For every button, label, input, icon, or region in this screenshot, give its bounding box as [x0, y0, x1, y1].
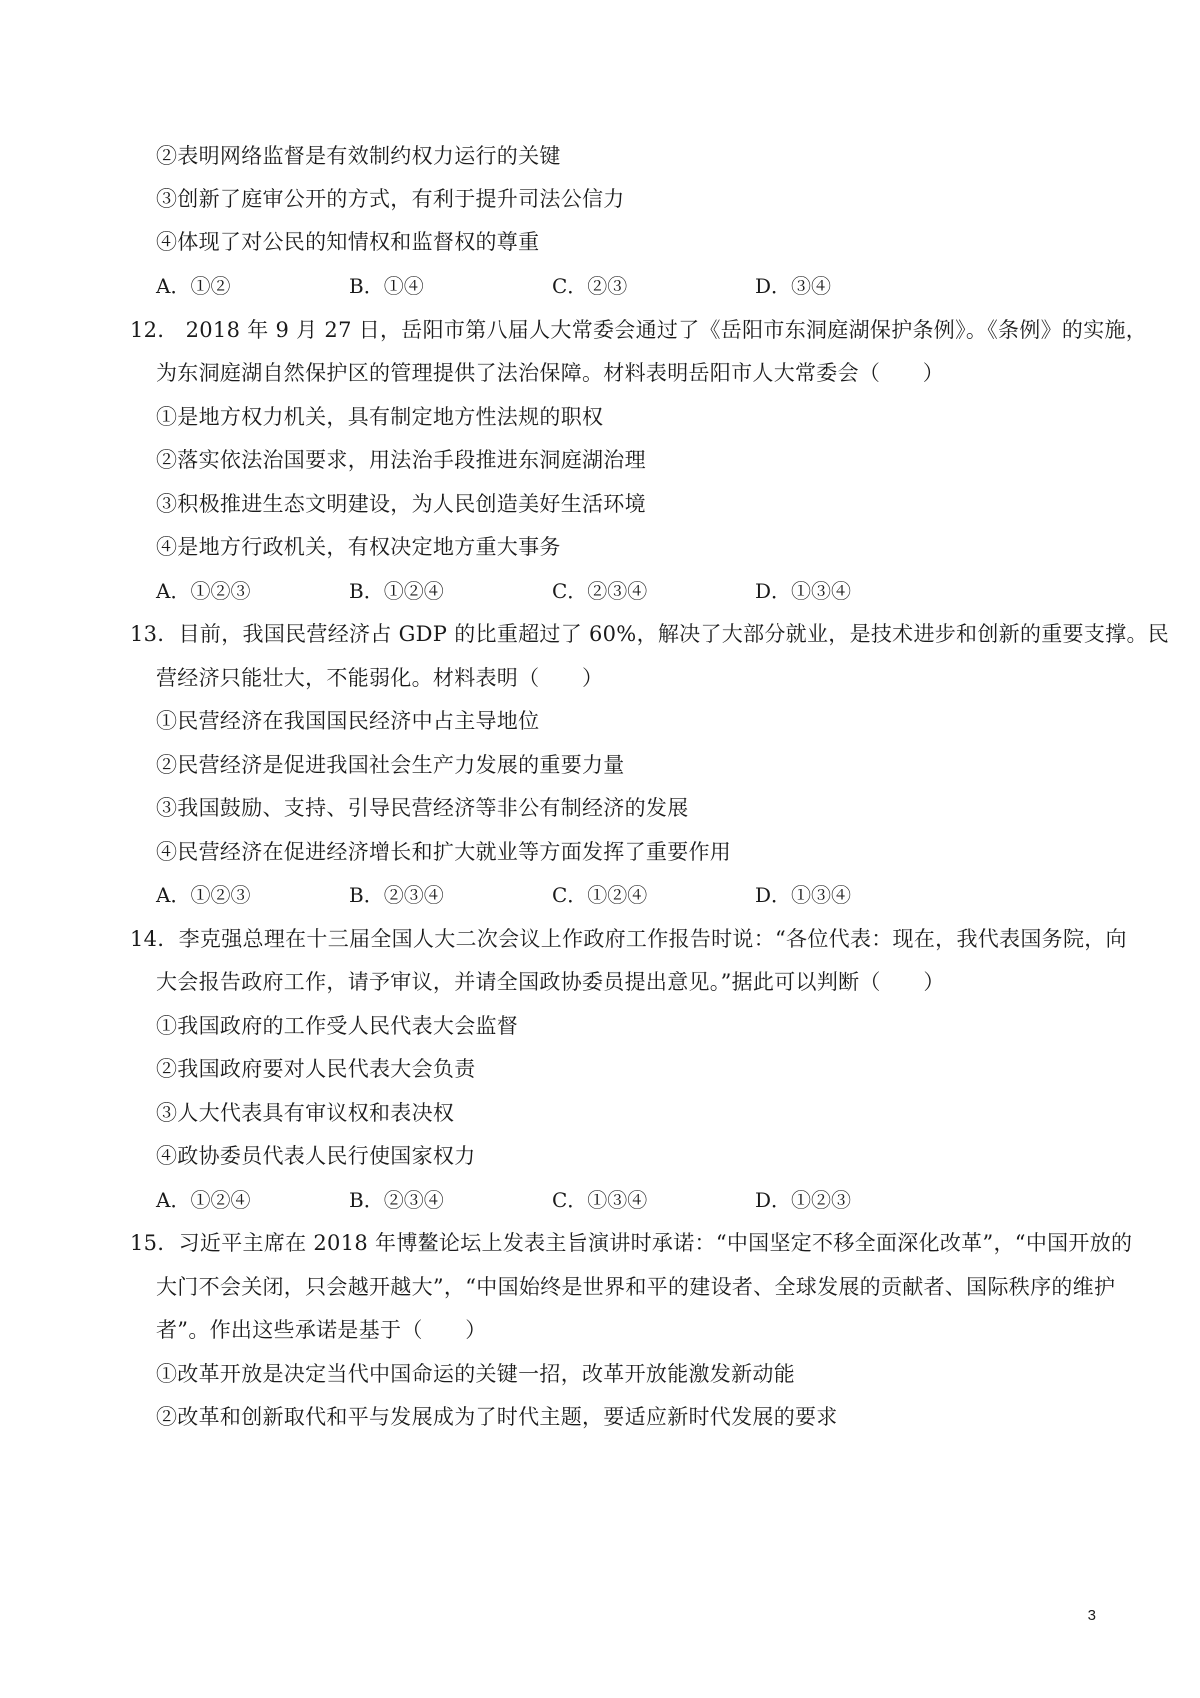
q14-option-3: ③人大代表具有审议权和表决权 — [156, 1101, 455, 1125]
q11-option-2: ②表明网络监督是有效制约权力运行的关键 — [156, 144, 561, 168]
q14-option-1: ①我国政府的工作受人民代表大会监督 — [156, 1014, 519, 1038]
q14-option-2: ②我国政府要对人民代表大会负责 — [156, 1057, 476, 1081]
q13-stem-line-1: 13．目前，我国民营经济占 GDP 的比重超过了 60%，解决了大部分就业，是技术进步和创新的重要支撑。民 — [130, 622, 1170, 646]
q13-choices — [156, 881, 1056, 909]
q13-option-4: ④民营经济在促进经济增长和扩大就业等方面发挥了重要作用 — [156, 840, 732, 864]
q13-choice-d: D．①③④ — [755, 883, 852, 907]
q14-choice-d: D．①②③ — [755, 1188, 852, 1212]
q12-option-2: ②落实依法治国要求，用法治手段推进东洞庭湖治理 — [156, 448, 646, 472]
q12-option-4: ④是地方行政机关，有权决定地方重大事务 — [156, 535, 561, 559]
q14-choice-a: A．①②④ — [156, 1188, 251, 1212]
q15-option-2: ②改革和创新取代和平与发展成为了时代主题，要适应新时代发展的要求 — [156, 1405, 838, 1429]
q14-stem-line-2: 大会报告政府工作，请予审议，并请全国政协委员提出意见。”据此可以判断（ ） — [156, 970, 945, 994]
q15-stem-line-2: 大门不会关闭，只会越开越大”，“中国始终是世界和平的建设者、全球发展的贡献者、国际秩序的维护 — [156, 1275, 1116, 1299]
q13-choice-b: B．②③④ — [349, 883, 444, 907]
q12-choice-d: D．①③④ — [755, 579, 852, 603]
q11-choice-c: C．②③ — [552, 274, 628, 298]
q12-stem-line-1: 12． 2018 年 9 月 27 日，岳阳市第八届人大常委会通过了《岳阳市东洞庭湖保护条例》。《条例》的实施， — [130, 318, 1148, 342]
q11-choice-d: D．③④ — [755, 274, 832, 298]
q13-option-1: ①民营经济在我国国民经济中占主导地位 — [156, 709, 540, 733]
q14-choice-c: C．①③④ — [552, 1188, 648, 1212]
q12-choice-a: A．①②③ — [156, 579, 251, 603]
q13-choice-a: A．①②③ — [156, 883, 251, 907]
q13-choice-c: C．①②④ — [552, 883, 648, 907]
q13-option-3: ③我国鼓励、支持、引导民营经济等非公有制经济的发展 — [156, 796, 689, 820]
q11-choices — [156, 272, 1056, 300]
q13-stem-line-2: 营经济只能壮大，不能弱化。材料表明（ ） — [156, 666, 604, 690]
q12-choices — [156, 577, 1056, 605]
q14-stem-line-1: 14．李克强总理在十三届全国人大二次会议上作政府工作报告时说：“各位代表：现在，我代表国务院，向 — [130, 927, 1127, 951]
q11-choice-b: B．①④ — [349, 274, 424, 298]
q11-option-4: ④体现了对公民的知情权和监督权的尊重 — [156, 230, 540, 254]
q12-option-3: ③积极推进生态文明建设，为人民创造美好生活环境 — [156, 492, 646, 516]
q14-choice-b: B．②③④ — [349, 1188, 444, 1212]
q12-choice-c: C．②③④ — [552, 579, 648, 603]
q12-choice-b: B．①②④ — [349, 579, 444, 603]
q13-option-2: ②民营经济是促进我国社会生产力发展的重要力量 — [156, 753, 625, 777]
q15-stem-line-3: 者”。作出这些承诺是基于（ ） — [156, 1318, 487, 1342]
q15-stem-line-1: 15．习近平主席在 2018 年博鳌论坛上发表主旨演讲时承诺：“中国坚定不移全面深化改革”，“中国开放的 — [130, 1231, 1133, 1255]
q12-stem-line-2: 为东洞庭湖自然保护区的管理提供了法治保障。材料表明岳阳市人大常委会（ ） — [156, 361, 945, 385]
q14-choices — [156, 1186, 1056, 1214]
q12-option-1: ①是地方权力机关，具有制定地方性法规的职权 — [156, 405, 604, 429]
q14-option-4: ④政协委员代表人民行使国家权力 — [156, 1144, 476, 1168]
q11-choice-a: A．①② — [156, 274, 231, 298]
q11-option-3: ③创新了庭审公开的方式，有利于提升司法公信力 — [156, 187, 625, 211]
page-number: 3 — [1087, 1607, 1096, 1624]
q15-option-1: ①改革开放是决定当代中国命运的关键一招，改革开放能激发新动能 — [156, 1362, 795, 1386]
